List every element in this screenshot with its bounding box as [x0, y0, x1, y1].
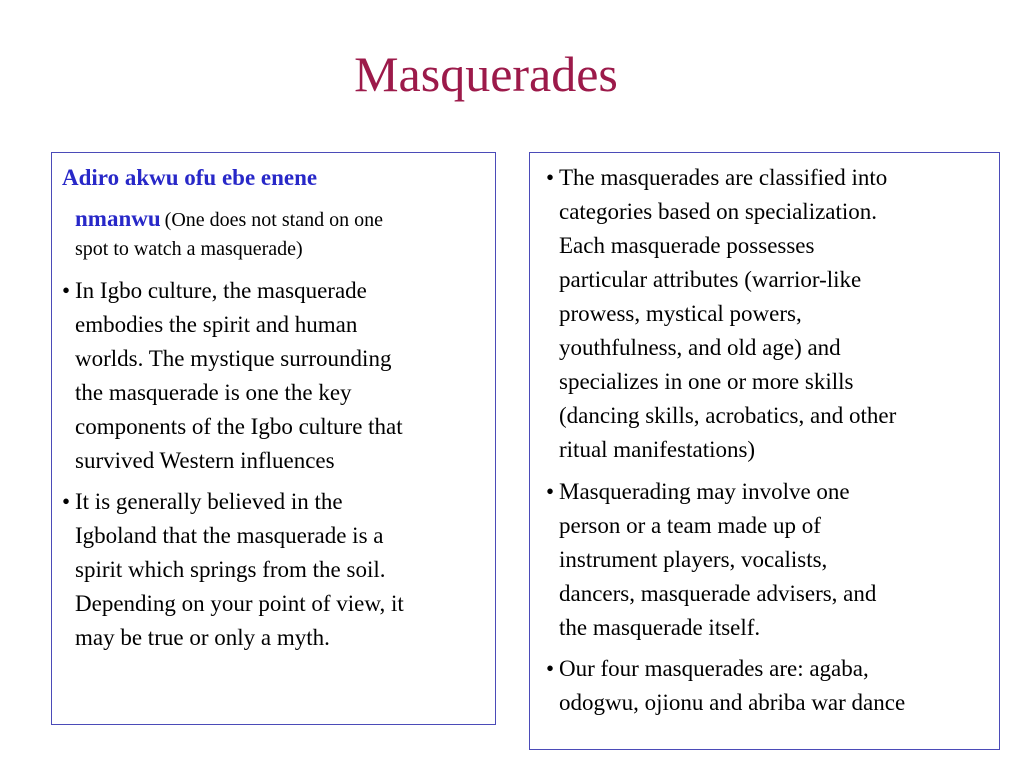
line: person or a team made up of [559, 513, 821, 538]
line: categories based on specialization. [559, 199, 878, 224]
line: dancers, masquerade advisers, and [559, 581, 877, 606]
line: In Igbo culture, the masquerade [75, 278, 367, 303]
line: the masquerade itself. [559, 615, 761, 640]
proverb-bold-line1: Adiro akwu ofu ebe enene [62, 165, 318, 190]
line: particular attributes (warrior-like [559, 267, 862, 292]
line: may be true or only a myth. [75, 625, 330, 650]
line: prowess, mystical powers, [559, 301, 802, 326]
line: Igboland that the masquerade is a [75, 523, 384, 548]
line: Depending on your point of view, it [75, 591, 404, 616]
bullet-marker: • [62, 278, 71, 303]
line: worlds. The mystique surrounding [75, 346, 392, 371]
line: embodies the spirit and human [75, 312, 358, 337]
line: youthfulness, and old age) and [559, 335, 841, 360]
right-bullet-3 [546, 652, 906, 720]
right-bullet-1 [546, 161, 897, 467]
bullet-marker: • [546, 656, 555, 681]
proverb-translation-part1: (One does not stand on one [164, 209, 383, 231]
proverb-translation-part2: spot to watch a masquerade) [75, 238, 303, 260]
left-bullet-1 [62, 274, 403, 478]
line: instrument players, vocalists, [559, 547, 828, 572]
line: It is generally believed in the [75, 489, 343, 514]
line: specializes in one or more skills [559, 369, 854, 394]
line: spirit which springs from the soil. [75, 557, 386, 582]
bullet-marker: • [546, 479, 555, 504]
line: ritual manifestations) [559, 437, 756, 462]
line: Our four masquerades are: agaba, [559, 656, 869, 681]
line: survived Western influences [75, 448, 335, 473]
line: the masquerade is one the key [75, 380, 352, 405]
left-bullet-2 [62, 485, 404, 655]
bullet-marker: • [62, 489, 71, 514]
proverb-bold-line2: nmanwu [75, 206, 161, 231]
line: The masquerades are classified into [559, 165, 888, 190]
line: Each masquerade possesses [559, 233, 815, 258]
line: Masquerading may involve one [559, 479, 850, 504]
right-bullet-2 [546, 475, 877, 645]
line: odogwu, ojionu and abriba war dance [559, 690, 906, 715]
line: (dancing skills, acrobatics, and other [559, 403, 897, 428]
bullet-marker: • [546, 165, 555, 190]
line: components of the Igbo culture that [75, 414, 403, 439]
slide-title: Masquerades [354, 46, 618, 102]
